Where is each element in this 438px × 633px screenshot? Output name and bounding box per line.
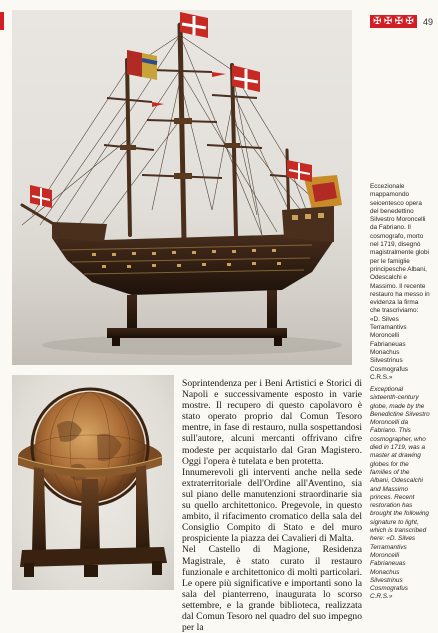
body-paragraph: Innumerevoli gli interventi anche nella sede extraterritoriale dell'Ordine all'Aventino, sia sul piano delle manutenzioni straordinarie sia su quello architettonico. Pregevole, in questo ambito, il rifacimento cromatico della sala del Consiglio Compito di Stato e del muro prospiciente la piazza dei Cavalieri di Malta. <box>182 466 362 545</box>
maltese-cross-icon: ✠ <box>383 15 393 27</box>
article-body <box>182 378 362 633</box>
maltese-cross-icon: ✠ <box>373 15 382 27</box>
header-cross-badge <box>370 15 417 28</box>
body-paragraph: Nel Castello di Magione, Residenza Magistrale, è stato curato il restauro funzionale e architettonico di molti particolari. Le opere più significative e importanti sono la sala del pianterreno, inaugurata lo scorso settembre, e la grande biblioteca, realizzata dal Comun Tesoro nel quadro del suo impegno per la <box>182 544 362 633</box>
caption-english: Exceptional sixteenth-century globe, made by the Benedictine Silvestro Moroncelli da Fabriano. This cosmographer, who died in 1719, was a master at drawing globes for the families of the Albani, Odescalchi and Massimo princes. Recent restoration has brought the following signature to light, which is transcribed here: «D. Silves Terramantivs Moroncelli Fabrianeuas Monachus Silvestrinus Cosmografus C.R.S.» <box>370 386 430 601</box>
maltese-cross-icon: ✠ <box>394 15 404 27</box>
page-edge-tab <box>0 12 4 30</box>
caption-italian: Eccezionale mappamondo seicentesco opera del benedettino Silvestro Moroncelli da Fabriano. Il cosmografo, morto nel 1719, disegnò magistralmente globi per le famiglie principesche Albani, Odescalchi e Massimo. Il recente restauro ha messo in evidenza la firma che trascriviamo: «D. Silves Terramantivs Moroncelli Fabrianeuas Monachus Silvestrinus Cosmografus C.R.S.» <box>370 183 430 381</box>
page-number: 49 <box>423 17 434 27</box>
globe-photo <box>12 375 174 590</box>
maltese-cross-icon: ✠ <box>405 15 414 27</box>
ship-model-photo <box>12 10 352 365</box>
body-paragraph: Soprintendenza per i Beni Artistici e Storici di Napoli e successivamente esposto in varie mostre. Il recupero di questo capolavoro è stato operato proprio dal Comun Tesoro mentre, in fase di restauro, nulla sospettandosi sull'autore, alcuni mercanti offrivano cifre modeste per acquistarlo dal Gran Magistero. Oggi l'opera è tutelata e ben protetta. <box>182 378 362 467</box>
